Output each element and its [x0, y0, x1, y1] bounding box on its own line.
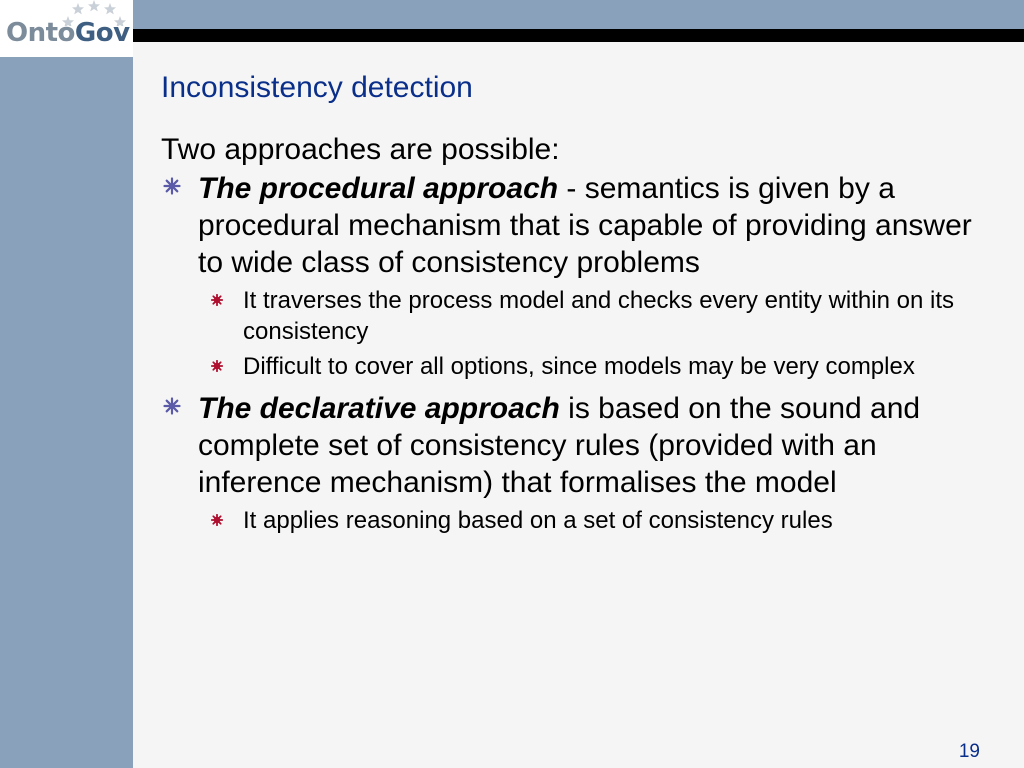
sub-list-procedural [161, 285, 981, 382]
header-band [0, 0, 1024, 29]
slide-body [161, 131, 981, 544]
bullet-term: The procedural approach [198, 172, 559, 205]
side-band [0, 0, 133, 768]
sub-bullet-text: It applies reasoning based on a set of consistency rules [243, 507, 833, 534]
sub-bullet-text: It traverses the process model and checks every entity within on its consistency [243, 287, 954, 345]
sub-bullet [161, 505, 981, 536]
logo-wordmark [6, 20, 130, 46]
intro-text: Two approaches are possible: [161, 133, 560, 166]
sub-bullet-text: Difficult to cover all options, since models may be very complex [243, 353, 915, 380]
bullet-text: is based on the sound and complete set of consistency rules (provided with an inference mechanism) that formalises the model [198, 392, 921, 499]
sub-bullet [161, 285, 981, 347]
logo-onto: Onto [6, 18, 75, 48]
burst-bullet-icon [211, 514, 223, 526]
burst-bullet-icon [211, 360, 223, 372]
asterisk-bullet-icon [163, 177, 181, 195]
bullet-term: The declarative approach [198, 392, 560, 425]
burst-bullet-icon [211, 294, 223, 306]
bullet-text: - semantics is given by a procedural mechanism that is capable of providing answer to wide class of consistency problems [198, 172, 972, 279]
page-number: 19 [958, 741, 980, 762]
slide-title: Inconsistency detection [161, 71, 473, 104]
header-rule [133, 29, 1024, 42]
bullet-procedural-approach [161, 170, 981, 281]
logo-gov: Gov [74, 18, 130, 48]
sub-bullet [161, 351, 981, 382]
asterisk-bullet-icon [163, 397, 181, 415]
logo [0, 0, 133, 57]
bullet-declarative-approach [161, 390, 981, 501]
sub-list-declarative [161, 505, 981, 536]
